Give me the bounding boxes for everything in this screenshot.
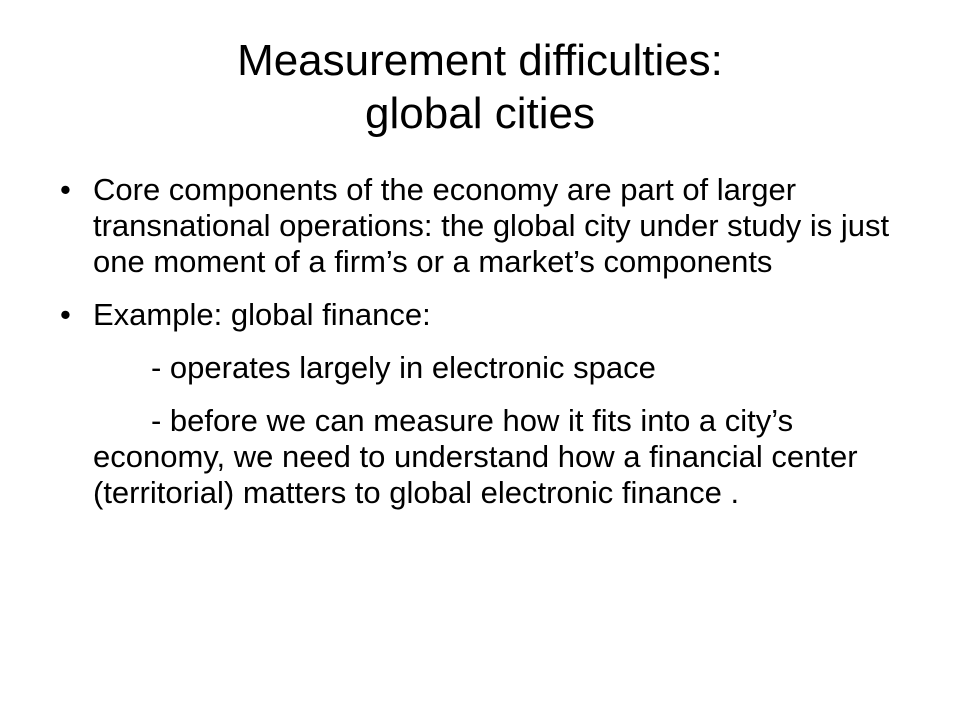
bullet-icon: • xyxy=(60,297,71,332)
slide-body xyxy=(60,172,910,528)
slide-title-line-1: Measurement difficulties: xyxy=(237,36,723,85)
bullet-text: Example: global finance: xyxy=(93,297,431,332)
slide-title-line-2: global cities xyxy=(365,89,595,138)
bullet-item-example xyxy=(60,297,910,333)
bullet-icon: • xyxy=(60,172,71,207)
sub-item-electronic-space: - operates largely in electronic space xyxy=(151,350,656,385)
sub-item-measure-economy: - before we can measure how it fits into a city’s economy, we need to understand how a financial center (territorial) matters to global electronic finance . xyxy=(93,403,858,510)
bullet-item-core-components xyxy=(60,172,910,280)
slide-title xyxy=(60,34,900,140)
bullet-text: Core components of the economy are part of larger transnational operations: the global city under study is just one moment of a firm’s or a market’s components xyxy=(93,172,890,279)
